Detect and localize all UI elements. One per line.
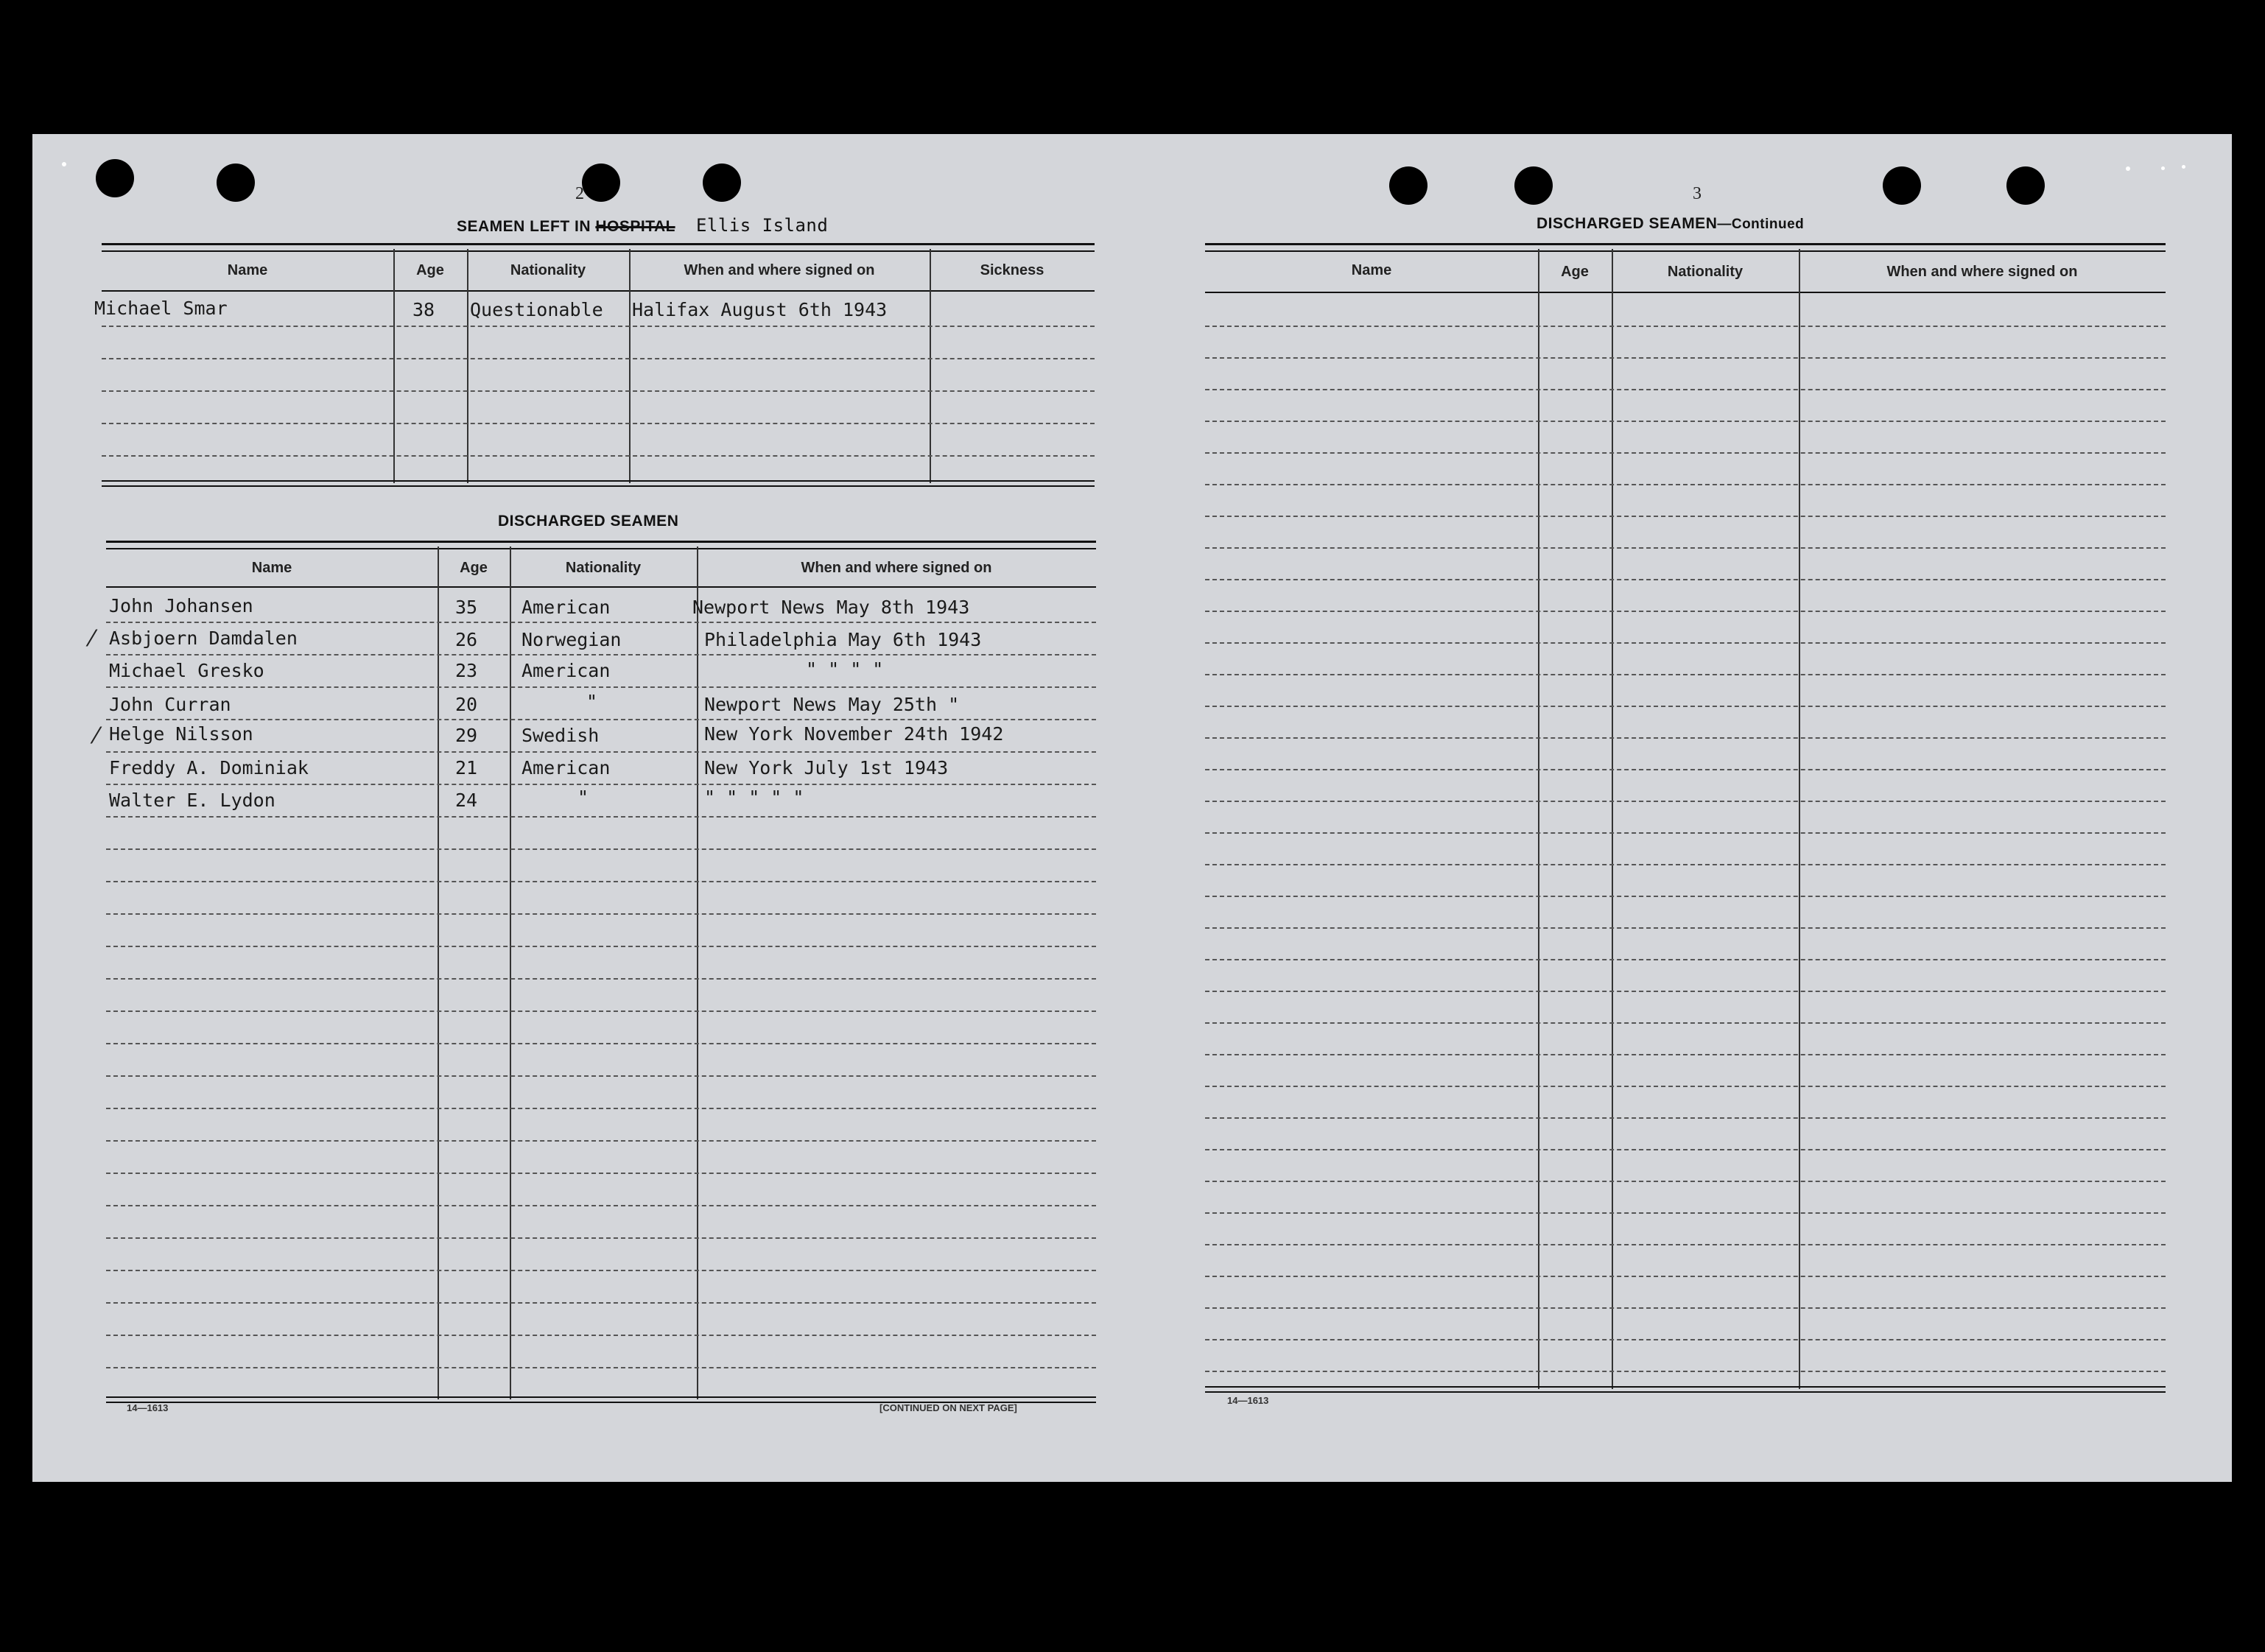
column-divider — [930, 249, 931, 483]
row-line — [106, 913, 1096, 915]
row-line — [1205, 642, 2166, 644]
row-line — [1205, 484, 2166, 485]
row-line — [102, 326, 1095, 327]
cell-age: 21 — [455, 757, 478, 778]
column-divider — [438, 546, 439, 1399]
row-line — [106, 1140, 1096, 1142]
row-line — [1205, 579, 2166, 580]
left-page — [32, 134, 1136, 1482]
cell-signed-on: " " " " — [806, 658, 884, 680]
row-line — [1205, 832, 2166, 834]
header-age: Age — [1561, 264, 1589, 280]
cell-age: 24 — [455, 790, 478, 811]
row-line — [102, 358, 1095, 359]
cell-nationality: Questionable — [470, 299, 603, 320]
cell-name: Michael Gresko — [109, 660, 264, 681]
cell-age: 26 — [455, 629, 478, 650]
row-line — [1205, 389, 2166, 390]
row-line — [106, 654, 1096, 655]
row-line — [1205, 611, 2166, 612]
cell-name: Walter E. Lydon — [109, 790, 275, 811]
row-line — [1205, 1371, 2166, 1372]
row-line — [106, 881, 1096, 882]
header-name: Name — [1351, 262, 1392, 278]
cell-nationality: American — [522, 597, 611, 618]
row-line — [1205, 959, 2166, 960]
row-line — [106, 784, 1096, 785]
table-top-rule — [1205, 243, 2166, 252]
title-suffix: —Continued — [1717, 217, 1805, 232]
check-mark: ⁄ — [94, 723, 99, 749]
discharged-table — [106, 541, 1096, 1483]
cell-nationality: Norwegian — [522, 629, 622, 650]
row-line — [1205, 452, 2166, 454]
header-name: Name — [251, 560, 292, 576]
row-line — [106, 1270, 1096, 1271]
row-line — [106, 1367, 1096, 1368]
row-line — [106, 1205, 1096, 1206]
table-top-rule — [102, 243, 1095, 252]
header-nationality: Nationality — [1667, 264, 1743, 280]
header-name: Name — [227, 262, 268, 278]
continued-table — [1205, 243, 2166, 1421]
cell-signed-on: New York November 24th 1942 — [704, 723, 1004, 745]
scan-speck — [62, 162, 66, 166]
row-line — [106, 1043, 1096, 1044]
row-line — [106, 816, 1096, 818]
row-line — [106, 1108, 1096, 1109]
cell-age: 29 — [455, 725, 478, 746]
row-line — [106, 1010, 1096, 1012]
row-line — [102, 390, 1095, 392]
row-line — [106, 978, 1096, 980]
cell-name: John Curran — [109, 694, 231, 715]
scan-speck — [2126, 166, 2130, 171]
row-line — [1205, 769, 2166, 770]
row-line — [106, 686, 1096, 688]
cell-age: 23 — [455, 660, 478, 681]
row-line — [1205, 674, 2166, 675]
row-line — [106, 751, 1096, 753]
row-line — [1205, 1022, 2166, 1024]
column-divider — [510, 546, 511, 1399]
row-line — [1205, 927, 2166, 929]
table-top-rule — [106, 541, 1096, 549]
row-line — [106, 1302, 1096, 1304]
punch-hole — [1883, 166, 1921, 205]
cell-name: Freddy A. Dominiak — [109, 757, 309, 778]
row-line — [1205, 706, 2166, 707]
page-number: 2 — [575, 184, 584, 203]
row-line — [102, 423, 1095, 424]
form-code: 14—1613 — [1227, 1395, 1269, 1406]
row-line — [1205, 1181, 2166, 1182]
cell-nationality: American — [522, 757, 611, 778]
title-prefix: SEAMEN LEFT IN — [457, 218, 591, 235]
row-line — [1205, 1086, 2166, 1087]
row-line — [1205, 864, 2166, 865]
cell-name: Asbjoern Damdalen — [109, 628, 298, 649]
row-line — [1205, 1149, 2166, 1150]
header-rule — [1205, 292, 2166, 293]
cell-signed-on: Halifax August 6th 1943 — [632, 299, 888, 320]
row-line — [106, 1335, 1096, 1336]
row-line — [1205, 1054, 2166, 1055]
scan-speck — [2161, 166, 2165, 170]
cell-signed-on: " " " " " — [704, 787, 804, 808]
header-nationality: Nationality — [510, 262, 586, 278]
table-bottom-rule — [102, 480, 1095, 487]
header-signed-on: When and where signed on — [801, 560, 992, 576]
punch-hole — [1514, 166, 1553, 205]
title-struck-word: HOSPITAL — [595, 218, 675, 235]
cell-nationality: " — [586, 691, 598, 712]
cell-nationality: " — [577, 787, 589, 808]
header-age: Age — [416, 262, 444, 278]
cell-age: 38 — [412, 299, 435, 320]
punch-hole — [96, 159, 134, 197]
scan-speck — [2182, 165, 2185, 169]
cell-name: Michael Smar — [94, 298, 228, 319]
row-line — [1205, 896, 2166, 897]
row-line — [1205, 737, 2166, 739]
punch-hole — [582, 164, 620, 202]
punch-hole — [703, 164, 741, 202]
cell-signed-on: Newport News May 25th " — [704, 694, 960, 715]
row-line — [106, 1075, 1096, 1077]
column-divider — [697, 546, 698, 1399]
row-line — [106, 1173, 1096, 1174]
header-sickness: Sickness — [980, 262, 1044, 278]
row-line — [1205, 1339, 2166, 1340]
table-bottom-rule — [1205, 1386, 2166, 1393]
cell-age: 35 — [455, 597, 478, 618]
right-page — [1127, 134, 2232, 1482]
cell-nationality: American — [522, 660, 611, 681]
cell-name: John Johansen — [109, 595, 253, 616]
row-line — [1205, 357, 2166, 359]
row-line — [106, 719, 1096, 720]
row-line — [106, 1237, 1096, 1239]
row-line — [1205, 516, 2166, 517]
header-signed-on: When and where signed on — [1886, 264, 2078, 280]
form-code: 14—1613 — [127, 1402, 169, 1413]
page-number: 3 — [1693, 184, 1702, 203]
header-age: Age — [460, 560, 488, 576]
punch-hole — [1389, 166, 1428, 205]
discharged-continued-title — [1537, 215, 1804, 233]
column-divider — [629, 249, 631, 483]
cell-signed-on: New York July 1st 1943 — [704, 757, 949, 778]
row-line — [1205, 547, 2166, 549]
row-line — [102, 455, 1095, 457]
cell-age: 20 — [455, 694, 478, 715]
row-line — [1205, 991, 2166, 992]
row-line — [1205, 326, 2166, 327]
discharged-section-title: DISCHARGED SEAMEN — [498, 513, 679, 530]
continued-note: [CONTINUED ON NEXT PAGE] — [879, 1402, 1017, 1413]
header-rule — [106, 586, 1096, 588]
punch-hole — [2006, 166, 2045, 205]
title-typed-location: Ellis Island — [695, 215, 829, 236]
row-line — [1205, 801, 2166, 802]
row-line — [1205, 1117, 2166, 1119]
title-text: DISCHARGED SEAMEN — [1537, 215, 1718, 232]
header-signed-on: When and where signed on — [684, 262, 875, 278]
row-line — [1205, 1244, 2166, 1245]
row-line — [106, 622, 1096, 623]
header-nationality: Nationality — [565, 560, 642, 576]
row-line — [106, 848, 1096, 850]
column-divider — [467, 249, 468, 483]
check-mark: ⁄ — [90, 626, 94, 652]
row-line — [106, 946, 1096, 947]
row-line — [1205, 1212, 2166, 1214]
cell-name: Helge Nilsson — [109, 723, 253, 745]
row-line — [1205, 1307, 2166, 1309]
header-rule — [102, 290, 1095, 292]
row-line — [1205, 1276, 2166, 1277]
cell-nationality: Swedish — [522, 725, 600, 746]
cell-signed-on: Newport News May 8th 1943 — [692, 597, 970, 618]
punch-hole — [217, 164, 255, 202]
column-divider — [393, 249, 395, 483]
hospital-section-title — [457, 215, 828, 236]
row-line — [1205, 421, 2166, 422]
cell-signed-on: Philadelphia May 6th 1943 — [704, 629, 982, 650]
